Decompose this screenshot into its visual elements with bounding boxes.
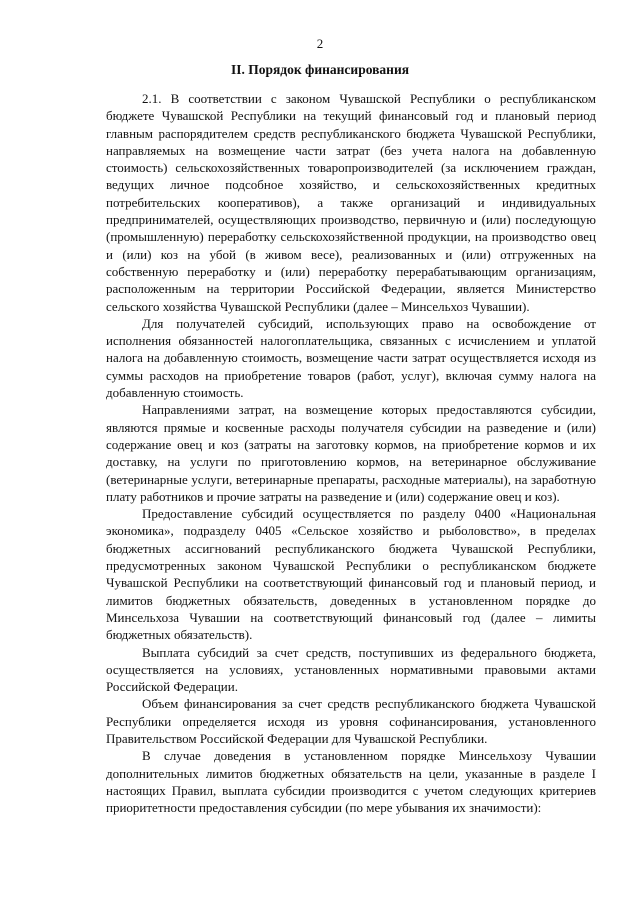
paragraph: В случае доведения в установленном порядке Минсельхозу Чувашии дополнительных лимитов бюджетных обязательств на цели, указанные в разделе I настоящих Правил, выплата субсидии производится с учетом следующих критериев приоритетности предоставления субсидии (по мере убывания их значимости): (106, 748, 596, 816)
document-body (106, 90, 596, 816)
paragraph: Направлениями затрат, на возмещение которых предоставляются субсидии, являются прямые и косвенные расходы получателя субсидии на разведение и (или) содержание овец и коз (затраты на заготовку кормов, на приобретение кормов и их доставку, на услуги по приготовлению кормов, на ветеринарное обслуживание (ветеринарные услуги, ветеринарные препараты, расходные материалы), на заработную плату работников и прочие затраты на разведение и (или) содержание овец и коз). (106, 402, 596, 504)
paragraph: Выплата субсидий за счет средств, поступивших из федерального бюджета, осуществляется на условиях, установленных нормативными правовыми актами Российской Федерации. (106, 644, 596, 695)
section-title: II. Порядок финансирования (230, 62, 410, 77)
paragraph: 2.1. В соответствии с законом Чувашской Республики о республиканском бюджете Чувашской Республики на текущий финансовый год и плановый период главным распорядителем средств республиканского бюджета Чувашской Республики, направляемых на возмещение части затрат (без учета налога на добавленную стоимость) сельскохозяйственных товаропроизводителей (за исключением граждан, ведущих личное подсобное хозяйство, и сельскохозяйственных кредитных потребительских кооперативов), а также организаций и индивидуальных предпринимателей, осуществляющих производство, первичную и (или) последующую (промышленную) переработку сельскохозяйственной продукции, на производство овец и (или) коз на убой (в живом весе), реализованных и (или) отгруженных на собственную переработку и (или) переработку перерабатывающим организациям, расположенным на территории Российской Федерации, является Министерство сельского хозяйства Чувашской Республики (далее – Минсельхоз Чувашии). (106, 91, 596, 314)
paragraph: Объем финансирования за счет средств республиканского бюджета Чувашской Республики определяется исходя из уровня софинансирования, установленного Правительством Российской Федерации для Чувашской Республики. (106, 696, 596, 746)
paragraph: Для получателей субсидий, использующих право на освобождение от исполнения обязанностей налогоплательщика, связанных с исчислением и уплатой налога на добавленную стоимость, возмещение части затрат осуществляется исходя из суммы расходов на приобретение товаров (работ, услуг), включая сумму налога на добавленную стоимость. (106, 315, 596, 401)
paragraph: Предоставление субсидий осуществляется по разделу 0400 «Национальная экономика», подразделу 0405 «Сельское хозяйство и рыболовство», в пределах бюджетных ассигнований республиканского бюджета Чувашской Республики, предусмотренных законом Чувашской Республики о республиканском бюджете Чувашской Республики на соответствующий финансовый год и плановый период, и лимитов бюджетных обязательств, доведенных в установленном порядке до Минсельхоза Чувашии на соответствующий финансовый год (далее – лимиты бюджетных обязательств). (106, 506, 596, 643)
page-number: 2 (316, 36, 324, 51)
